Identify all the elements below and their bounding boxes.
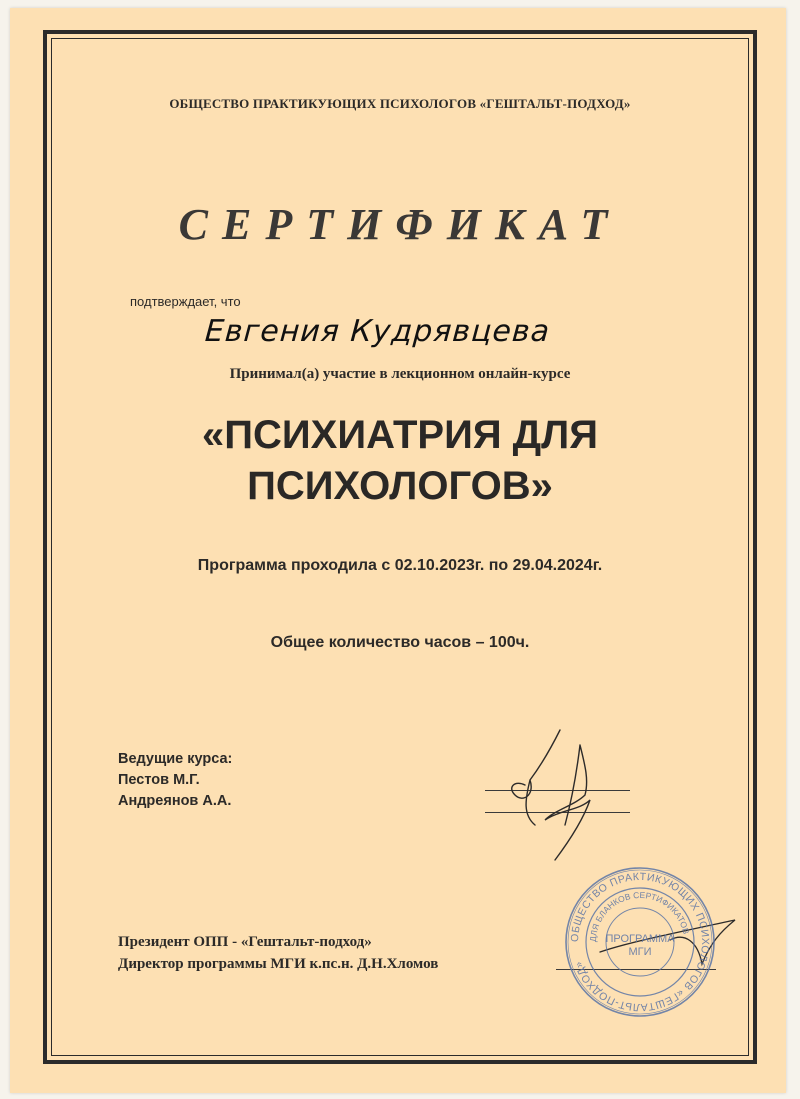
stamp-center-line-1: ПРОГРАММА [605,933,675,945]
recipient-name: Евгения Кудрявцева [203,314,552,349]
program-period: Программа проходила с 02.10.2023г. по 29.04.2024г. [197,557,603,574]
president-title: Президент ОПП - «Гештальт-подход» [118,934,372,950]
director-title: Директор программы МГИ к.пс.н. Д.Н.Хломов [118,956,439,972]
stamp-outer-text: ОБЩЕСТВО ПРАКТИКУЮЩИХ ПСИХОЛОГОВ «ГЕШТАЛЬТ-ПОДХОД» [568,870,712,1014]
lecturer-name: Андреянов А.А. [118,793,232,809]
organization-name: ОБЩЕСТВО ПРАКТИКУЮЩИХ ПСИХОЛОГОВ «ГЕШТАЛЬТ-ПОДХОД» [169,96,631,111]
lecturer-name: Пестов М.Г. [118,772,200,788]
course-title-line-1: «ПСИХИАТРИЯ ДЛЯ [202,413,598,457]
lecturers-block [118,749,232,812]
certificate-title: СЕРТИФИКАТ [178,200,622,249]
course-title-line-2: ПСИХОЛОГОВ» [247,464,553,508]
participation-text: Принимал(а) участие в лекционном онлайн-курсе [229,366,571,382]
confirms-text: подтверждает, что [130,294,241,309]
lecturer-signature [485,725,635,865]
stamp-center-line-2: МГИ [628,946,652,958]
organization-stamp [560,862,720,1022]
stamp-inner-text: ДЛЯ БЛАНКОВ СЕРТИФИКАТОВ [587,889,692,943]
lecturers-heading: Ведущие курса: [118,751,233,767]
total-hours: Общее количество часов – 100ч. [270,634,530,651]
president-block [118,931,438,975]
course-title [0,410,800,512]
